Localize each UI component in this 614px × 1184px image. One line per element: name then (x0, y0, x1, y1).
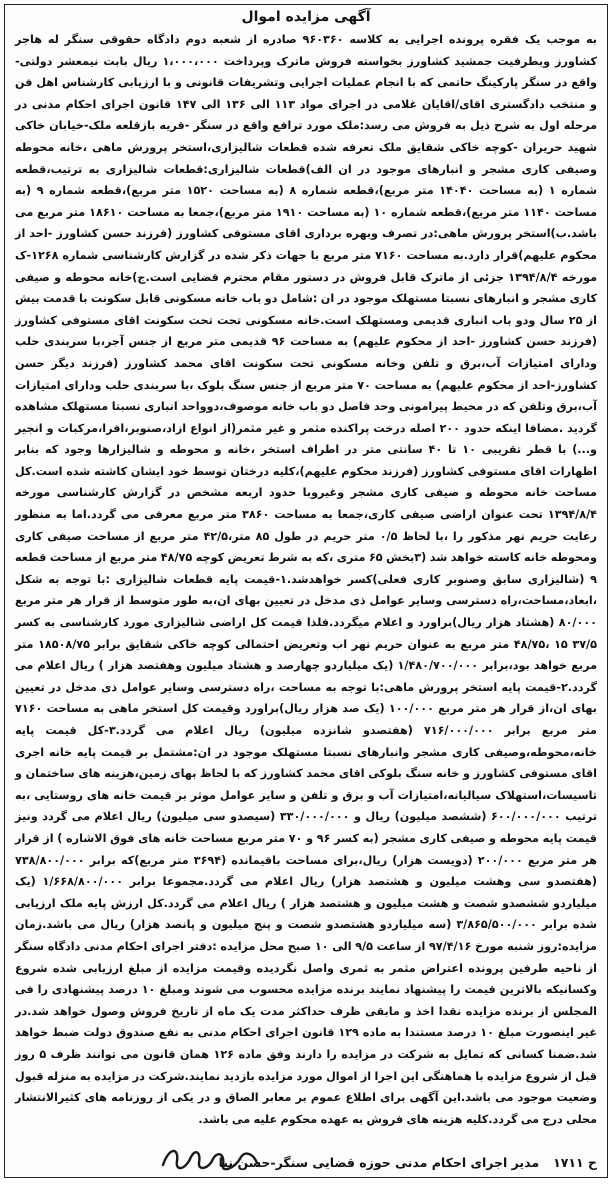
notice-footer (15, 1153, 597, 1173)
notice-title: آگهی مزایده اموال (241, 9, 371, 25)
handwritten-signature-mark (155, 1141, 265, 1175)
footer-signature: مدیر اجرای احکام مدنی حوزه قضایی سنگر-حسن نیا (218, 1155, 540, 1170)
auction-notice (4, 4, 608, 1178)
footer-code: ح ۱۷۱۱ (553, 1155, 597, 1170)
notice-body: به موجب یک فقره پرونده اجرایی به کلاسه ۹۶۰۳۶۰ صادره از شعبه دوم دادگاه حقوقی سنگر له هاجر کشاورز وبطرفیت جمشید کشاورز بخواسته فروش ماترک وپرداخت ۱،۰۰۰،۰۰۰ ریال بابت نیمعشر دولتی-واقع در سنگر پارکینگ حاتمی که با انجام عملیات اجرایی وتشریفات قانونی و با ارزیابی کارشناس اهل فن و منتخب دادگستری اقای/اقایان غلامی در اجرای مواد ۱۱۳ الی ۱۳۶ الی ۱۴۷ قانون اجرای احکام مدنی در مرحله اول به شرح ذیل به فروش می رسد:ملک مورد ترافع واقع در سنگر -قریه بازقلعه ملک-خیابان خاکی شهید حریران -کوچه خاکی شقایق ملک تعرفه شده قطعات شالیزاری،استخر پرورش ماهی ،خانه محوطه وصیفی کاری مشجر و انبارهای موجود در ان الف)قطعات شالیزاری:قطعات شالیزاری به ترتیب،قطعه شماره ۱ (به مساحت ۱۴۰۴۰ متر مربع)،قطعه شماره ۸ (به مساحت ۱۵۲۰ متر مربع)،قطعه شماره ۹ (به مساحت ۱۱۴۰ متر مربع)،قطعه شماره ۱۰ (به مساحت ۱۹۱۰ متر مربع)،جمعا به مساحت ۱۸۶۱۰ متر مربع می باشد.ب)استخر پرورش ماهی:در تصرف وبهره برداری اقای مستوفی کشاورز (فرزند حسن کشاورز -احد از محکوم علیهم)قرار دارد.به مساحت ۷۱۶۰ متر مربع با جهات ذکر شده در گزارش کارشناسی شماره ۱۲۶۸-ک مورخه ۱۳۹۴/۸/۴ جزئی از ماترک قابل فروش در دستور مقام محترم قضایی است.ج)خانه محوطه و صیفی کاری مشجر و انبارهای نسبتا مستهلک موجود در ان :شامل دو باب خانه مسکونی قابل سکونت با قدمت بیش از ۲۵ سال ودو باب انباری قدیمی ومستهلک است.خانه مسکونی تحت تحت سکونت اقای مستوفی کشاورز (فرزند حسن کشاورز -احد از محکوم علیهم) به مساحت ۹۶ قدیمی متر مربع از جنس آجر،با سربندی حلب ودارای امتیازات آب،برق و تلفن وخانه مسکونی تحت سکونت اقای محمد کشاورز (فرزند دیگر حسن کشاورز-احد از محکوم علیهم) به مساحت ۷۰ متر مربع از جنس سنگ بلوک ،با سربندی حلب ودارای امتیازات آب،برق وتلفن که در محیط پیرامونی وحد فاصل دو باب خانه موصوف،دوواحد انباری نسبتا مستهلک مشاهده گردید .مضافا اینکه حدود ۲۰۰ اصله درخت پراکنده مثمر و غیر مثمر(از انواع ازاد،صنوبر،افرا،مرکبات و انجیر و...) با قطر تقریبی ۱۰ تا ۴۰ سانتی متر در اطراف استخر ،خانه و محوطه و شالیزارها وجود که بنابر اظهارات اقای مستوفی کشاورز (فرزند محکوم علیهم)،کلیه درختان توسط خود ایشان کاشته شده است.کل مساحت خانه محوطه و صیفی کاری مشجر وغیروبا حدود اربعه مشخص در گزارش کارشناسی مورخه ۱۳۹۴/۸/۴ تحت عنوان اراضی صیفی کاری،جمعا به مساحت ۳۸۶۰ متر مربع معرفی می گردد.اما به منظور رعایت حریم نهر مذکور را ،با لحاظ ۰/۵ متر حریم در طول ۸۵ متر،۴۲/۵ متر مربع از مساحت صیفی کاری ومحوطه خانه کاسته خواهد شد (۳بخش ۶۵ متری ،که به شرط تعریض کوچه ۴۸/۷۵ متر مربع از مساحت قطعه ۹ (شالیزاری سابق وصنوبر کاری فعلی)کسر خواهدشد.۱-قیمت پایه قطعات شالیزاری :با توجه به شکل ،ابعاد،مساحت،راه دسترسی وسایر عوامل ذی مدخل در تعیین بهای ان،به طور متوسط از قرار هر متر مربع ۸۰/۰۰۰ (هشتاد هزار ریال)براورد و اعلام میگردد.فلذا قیمت کل اراضی شالیزاری مورد کارشناسی به کسر ۳۷/۵ ۱۵ ،۴۸/۷۵ متر مربع به عنوان حریم نهر اب وتعریض احتمالی کوچه خاکی شقایق برابر ۱۸۵۰۸/۷۵ متر مربع خواهد بود،برابر ۱/۴۸۰/۷۰۰/۰۰۰ (یک میلیاردو چهارصد و هشتاد میلیون وهفتصد هزار ) ریال اعلام می گردد.۲-قیمت پایه استخر پرورش ماهی:با توجه به مساحت ،راه دسترسی وسایر عوامل ذی مدخل در تعیین بهای ان،از قرار هر متر مربع ۱۰۰/۰۰۰ (یک صد هزار ریال)براورد وقیمت کل استخر ماهی به مساحت ۷۱۶۰ متر مربع برابر ۷۱۶/۰۰۰/۰۰۰ (هفتصدو شانزده میلیون) ریال اعلام می گردد.۳-کل قیمت پایه خانه،محوطه،وصیفی کاری مشجر وانبارهای نسبتا مستهلک موجود در ان:مشتمل بر قیمت پایه خانه اجری اقای مستوفی کشاورز و خانه سنگ بلوکی اقای محمد کشاورز که با لحاظ بهای زمین،هزینه های ساختمان و تاسیسات،استهلاک سیالیانه،امتیازات آب و برق و تلفن و سایر عوامل موثر بر قیمت خانه های روستایی ،به ترتیب ۶۰۰/۰۰۰/۰۰۰ (ششصد میلیون) ریال و ۳۳۰/۰۰۰/۰۰۰ (سیصدو سی میلیون) ریال اعلام می گردد ونیز قیمت پایه محوطه و صیفی کاری مشجر (به کسر ۹۶ و ۷۰ متر مربع مساحت خانه های فوق الاشاره ) از قرار هر متر مربع ۲۰۰/۰۰۰ (دویست هزار) ریال،برای مساحت باقیمانده (۳۶۹۴ متر مربع)که برابر ۷۳۸/۸۰۰/۰۰۰ (هفتصدو سی وهشت میلیون و هشتصد هزار) ریال اعلام می گردد.مجموعا برابر ۱/۶۶۸/۸۰۰/۰۰۰ (یک میلیاردو ششصدو شصت و هشت میلیون و هشتصد هزار ) ریال اعلام می گردد.کل ارزش پایه ملک ارزیابی شده برابر ۳/۸۶۵/۵۰۰/۰۰۰ (سه میلیاردو هشتصدو شصت و پنج میلیون و پانصد هزار) ریال می باشد.زمان مزایده:روز شنبه مورخ ۹۷/۴/۱۶ از ساعت ۹/۵ الی ۱۰ صبح محل مزایده :دفتر اجرای احکام مدنی دادگاه سنگر از ناحیه طرفین پرونده اعتراض مثمر به ثمری واصل نگردیده وقیمت مزایده از مبلغ ارزیابی شده شروع وکسانیکه بالاترین قیمت را پیشنهاد نمایند برنده مزایده محسوب می شوند ومبلغ ۱۰ درصد پیشنهادی را فی المجلس از برنده مزایده نقدا اخذ و مابقی ظرف حداکثر مدت یک ماه از تاریخ فروش وصول خواهد شد.در غیر اینصورت مبلغ ۱۰ درصد مستندا به ماده ۱۲۹ قانون اجرای احکام مدنی به نفع صندوق دولت ضبط خواهد شد.ضمنا کسانی که تمایل به شرکت در مزایده را دارند وفق ماده ۱۲۶ همان قانون می توانند ظرف ۵ روز قبل از شروع مزایده با هماهنگی این اجرا از اموال مورد مزایده بازدید نمایند.شرکت در مزایده به منزله قبول وضعیت موجود می باشد.این آگهی برای اطلاع عموم بر معابر الصاق و در یکی از روزنامه های کثیرالانتشار محلی درج می گردد.کلیه هزینه های فروش به عهده محکوم علیه می باشد. (15, 33, 598, 1126)
